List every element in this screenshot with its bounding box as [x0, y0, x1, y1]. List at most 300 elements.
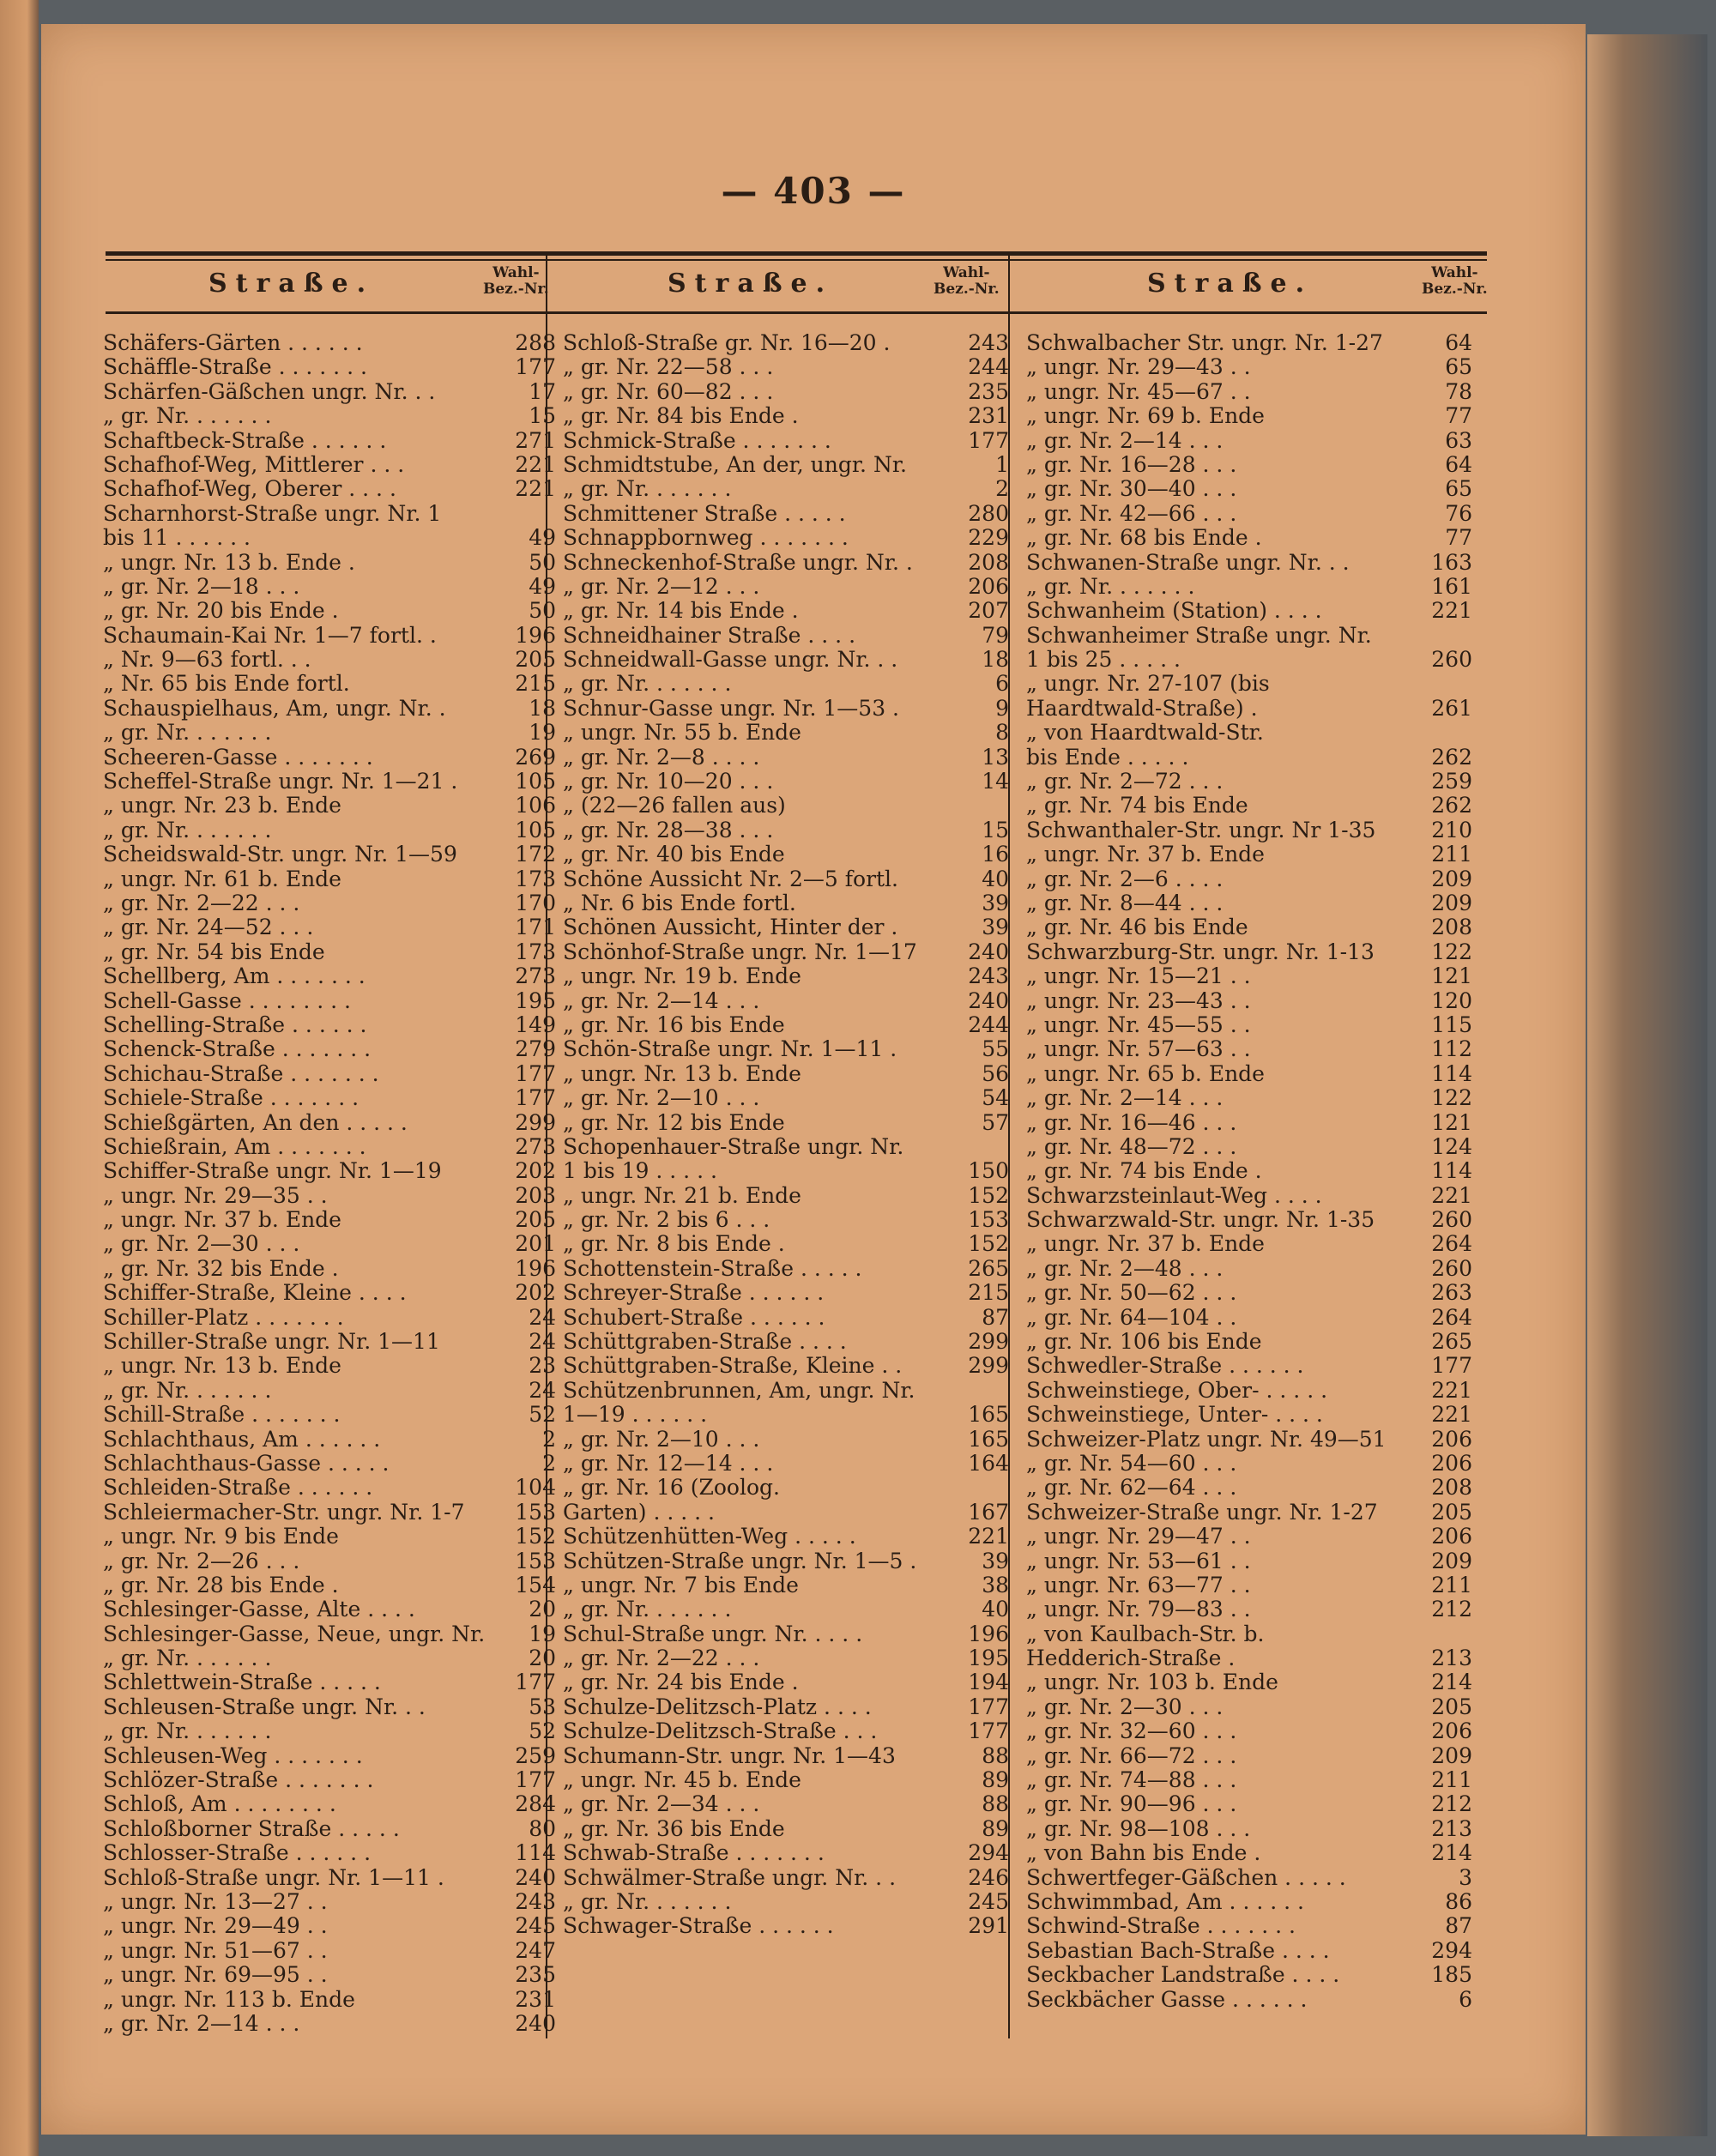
district-number: 16 [982, 842, 1009, 867]
district-number: 15 [982, 817, 1009, 842]
street-name: „ ungr. Nr. 29—49 . . [103, 1914, 328, 1939]
district-number: 122 [1431, 1085, 1472, 1111]
street-name: „ gr. Nr. 30—40 . . . [1026, 477, 1237, 502]
district-number: 9 [995, 695, 1009, 721]
street-name: „ ungr. Nr. 53—61 . . [1026, 1549, 1251, 1573]
street-entry [103, 1499, 556, 1525]
street-name: Schönhof-Straße ungr. Nr. 1—17 [563, 939, 917, 964]
district-number: 177 [968, 1694, 1009, 1719]
district-number: 244 [968, 1012, 1009, 1037]
street-entry [1026, 1988, 1472, 2012]
street-name: „ gr. Nr. 14 bis Ende . [563, 599, 799, 624]
street-name: 1 bis 25 . . . . . [1026, 648, 1181, 673]
street-entry [563, 1159, 1009, 1183]
street-entry [1026, 1476, 1472, 1500]
district-number: 194 [968, 1670, 1009, 1695]
street-name: Schleiermacher-Str. ungr. Nr. 1-7 [103, 1500, 465, 1525]
street-entry [563, 1597, 1009, 1622]
district-number: 38 [982, 1572, 1009, 1597]
district-number: 13 [982, 744, 1009, 770]
street-entry [1026, 1159, 1472, 1183]
district-number: 205 [515, 1207, 556, 1233]
street-entry [103, 1646, 556, 1671]
street-name: Schichau-Straße . . . . . . . [103, 1061, 379, 1086]
street-name: „ gr. Nr. 32—60 . . . [1026, 1719, 1237, 1744]
district-number: 299 [968, 1329, 1009, 1355]
district-number: 114 [515, 1840, 556, 1866]
street-entry [563, 1792, 1009, 1816]
street-entry [563, 1403, 1009, 1427]
district-number: 243 [515, 1889, 556, 1914]
street-entry [1026, 1939, 1472, 1963]
street-name: Seckbacher Landstraße . . . . [1026, 1963, 1340, 1988]
street-name: Schwarzsteinlaut-Weg . . . . [1026, 1183, 1322, 1208]
street-name: Schleiden-Straße . . . . . . [103, 1476, 373, 1501]
street-entry [563, 915, 1009, 939]
district-number: 284 [515, 1791, 556, 1817]
street-entry [103, 1864, 556, 1890]
district-number: 245 [968, 1889, 1009, 1914]
district-number: 231 [968, 403, 1009, 429]
street-entry [1026, 1184, 1472, 1208]
district-number: 152 [515, 1524, 556, 1549]
street-entry [1026, 380, 1472, 404]
street-name: „ gr. Nr. 84 bis Ende . [563, 404, 799, 429]
district-number: 235 [968, 378, 1009, 404]
street-name: „ ungr. Nr. 29—35 . . [103, 1183, 328, 1208]
street-name: „ gr. Nr. 62—64 . . . [1026, 1476, 1237, 1501]
district-number: 105 [515, 769, 556, 794]
district-number: 294 [1431, 1937, 1472, 1963]
street-name: „ ungr. Nr. 7 bis Ende [563, 1573, 799, 1597]
district-number-header: Wahl- Bez.-Nr. [483, 264, 549, 298]
district-number: 206 [1431, 1718, 1472, 1744]
district-number: 152 [968, 1182, 1009, 1208]
district-number: 212 [1431, 1597, 1472, 1622]
district-number: 208 [1431, 1475, 1472, 1501]
street-name: Schweizer-Platz ungr. Nr. 49—51 [1026, 1427, 1387, 1452]
district-number: 206 [1431, 1426, 1472, 1452]
street-entry [103, 744, 556, 770]
street-name: Schüttgraben-Straße, Kleine . . [563, 1354, 903, 1379]
street-column-2 [563, 331, 1009, 1939]
street-name: „ Nr. 65 bis Ende fortl. [103, 672, 350, 697]
street-name: „ ungr. Nr. 21 b. Ende [563, 1183, 801, 1208]
street-entry [103, 427, 556, 453]
street-entry [103, 1475, 556, 1501]
street-entry [103, 1767, 556, 1793]
street-entry [563, 964, 1009, 988]
street-name: Schnappbornweg . . . . . . . [563, 526, 849, 551]
district-number: 52 [529, 1402, 556, 1428]
street-name: Schafhof-Weg, Oberer . . . . [103, 477, 396, 502]
street-name: „ ungr. Nr. 37 b. Ende [1026, 842, 1265, 867]
street-entry [563, 502, 1009, 526]
district-number: 80 [529, 1815, 556, 1841]
street-name: „ gr. Nr. 50—62 . . . [1026, 1281, 1237, 1306]
street-entry [1026, 624, 1472, 648]
district-number: 124 [1431, 1133, 1472, 1159]
street-entry [1026, 1354, 1472, 1378]
district-number: 288 [515, 330, 556, 355]
district-number: 114 [1431, 1158, 1472, 1184]
district-number: 115 [1431, 1012, 1472, 1037]
district-number: 260 [1431, 1255, 1472, 1281]
street-entry [1026, 355, 1472, 379]
street-entry [1026, 1525, 1472, 1549]
street-name: „ ungr. Nr. 55 b. Ende [563, 721, 801, 746]
street-entry [563, 648, 1009, 672]
street-name: „ von Kaulbach-Str. b. [1026, 1622, 1265, 1646]
street-name: Schlesinger-Gasse, Alte . . . . [103, 1597, 415, 1622]
street-entry [563, 1549, 1009, 1573]
street-entry [563, 1476, 1009, 1500]
street-name: Schießgärten, An den . . . . . [103, 1110, 408, 1135]
district-number: 208 [1431, 915, 1472, 940]
street-entry [1026, 915, 1472, 939]
street-entry [563, 1866, 1009, 1890]
district-number: 6 [995, 671, 1009, 697]
street-entry [103, 1986, 556, 2012]
district-number: 49 [529, 573, 556, 599]
street-name: Schüttgraben-Straße . . . . [563, 1330, 847, 1355]
district-number: 247 [515, 1937, 556, 1963]
street-entry [103, 1329, 556, 1355]
street-name: „ gr. Nr. 2—72 . . . [1026, 770, 1224, 794]
street-entry [1026, 672, 1472, 696]
district-number: 65 [1445, 476, 1472, 502]
street-header: Straße. [1147, 269, 1314, 299]
street-entry [1026, 1062, 1472, 1086]
street-entry [563, 380, 1009, 404]
street-entry [103, 1231, 556, 1257]
street-name: Schwager-Straße . . . . . . [563, 1914, 834, 1939]
district-number: 78 [1445, 378, 1472, 404]
street-entry [103, 598, 556, 624]
district-number: 121 [1431, 1109, 1472, 1135]
street-entry [103, 378, 556, 404]
street-name: Schlosser-Straße . . . . . . [103, 1841, 372, 1866]
street-name: Schwertfeger-Gäßchen . . . . . [1026, 1865, 1346, 1890]
street-name: „ gr. Nr. 28 bis Ende . [103, 1573, 339, 1597]
street-entry [1026, 818, 1472, 842]
street-name: „ gr. Nr. 2—22 . . . [103, 891, 300, 915]
district-number: 89 [982, 1767, 1009, 1793]
street-column-3 [1026, 331, 1472, 2012]
header-rule [106, 311, 1487, 314]
district-number: 54 [982, 1085, 1009, 1111]
street-entry [1026, 1573, 1472, 1597]
column-header [1010, 260, 1487, 311]
district-number: 6 [1459, 1986, 1472, 2012]
street-name: Schön-Straße ungr. Nr. 1—11 . [563, 1037, 897, 1062]
district-number: 52 [529, 1718, 556, 1744]
street-name: „ ungr. Nr. 63—77 . . [1026, 1573, 1251, 1597]
street-name: „ gr. Nr. . . . . . . [103, 721, 272, 746]
district-number: 24 [529, 1329, 556, 1355]
street-entry [1026, 1135, 1472, 1159]
district-number: 40 [982, 1597, 1009, 1622]
district-number: 206 [968, 573, 1009, 599]
street-name: „ ungr. Nr. 19 b. Ende [563, 964, 801, 989]
district-number: 177 [515, 1085, 556, 1111]
street-entry [563, 940, 1009, 964]
street-entry [1026, 404, 1472, 428]
district-number: 240 [968, 987, 1009, 1013]
street-entry [563, 1768, 1009, 1792]
district-number: 88 [982, 1791, 1009, 1817]
street-entry [1026, 526, 1472, 550]
street-name: Schaftbeck-Straße . . . . . . [103, 428, 387, 453]
district-number: 3 [1459, 1864, 1472, 1890]
street-name: „ ungr. Nr. 29—47 . . [1026, 1525, 1251, 1549]
street-name: Schwälmer-Straße ungr. Nr. . . [563, 1865, 897, 1890]
street-entry [563, 891, 1009, 915]
district-number: 294 [968, 1840, 1009, 1866]
street-column-1 [103, 330, 556, 2036]
district-number: 240 [968, 939, 1009, 964]
book-edge [1587, 34, 1707, 2136]
street-name: Schaumain-Kai Nr. 1—7 fortl. . [103, 623, 437, 648]
district-number-header: Wahl- Bez.-Nr. [1422, 264, 1488, 298]
street-entry [563, 429, 1009, 453]
district-number: 244 [968, 354, 1009, 380]
street-entry [103, 1012, 556, 1037]
district-number: 55 [982, 1036, 1009, 1062]
street-entry [103, 1158, 556, 1184]
street-entry [1026, 1549, 1472, 1573]
street-entry [103, 1718, 556, 1744]
district-number: 40 [982, 866, 1009, 891]
district-number: 213 [1431, 1646, 1472, 1671]
district-number: 167 [968, 1499, 1009, 1525]
street-name: Schlesinger-Gasse, Neue, ungr. Nr. [103, 1622, 486, 1646]
street-entry [563, 989, 1009, 1013]
street-entry [103, 476, 556, 502]
district-number: 120 [1431, 987, 1472, 1013]
street-entry [1026, 453, 1472, 477]
column-header [547, 260, 1008, 311]
street-entry [1026, 1257, 1472, 1281]
street-name: Schell-Gasse . . . . . . . . [103, 988, 351, 1013]
street-name: „ gr. Nr. 106 bis Ende [1026, 1330, 1262, 1355]
district-number: 240 [515, 2010, 556, 2036]
street-entry [563, 1817, 1009, 1841]
street-name: „ gr. Nr. 2—34 . . . [563, 1792, 760, 1817]
district-number: 211 [1431, 842, 1472, 867]
street-entry [563, 1695, 1009, 1719]
district-number: 203 [515, 1182, 556, 1208]
street-name: Schelling-Straße . . . . . . [103, 1012, 367, 1037]
district-number: 202 [515, 1280, 556, 1306]
street-name: Schreyer-Straße . . . . . . [563, 1281, 825, 1306]
street-entry [563, 355, 1009, 379]
district-number: 150 [968, 1158, 1009, 1184]
street-name: „ gr. Nr. . . . . . . [103, 818, 272, 842]
district-number: 243 [968, 330, 1009, 355]
district-number: 63 [1445, 427, 1472, 453]
street-entry [563, 1428, 1009, 1452]
street-entry [103, 451, 556, 477]
street-entry [103, 1815, 556, 1841]
district-number: 106 [515, 793, 556, 818]
street-entry [103, 866, 556, 891]
street-name: Schloßborner Straße . . . . . [103, 1816, 400, 1841]
street-name: Schwab-Straße . . . . . . . [563, 1841, 825, 1866]
district-number: 209 [1431, 890, 1472, 915]
street-entry [563, 794, 1009, 818]
street-entry [563, 575, 1009, 599]
district-number: 77 [1445, 403, 1472, 429]
district-number: 57 [982, 1109, 1009, 1135]
street-name: Schauspielhaus, Am, ungr. Nr. . [103, 696, 446, 721]
street-entry [563, 526, 1009, 550]
street-name: Schwanheimer Straße ungr. Nr. [1026, 623, 1372, 648]
district-number: 196 [968, 1621, 1009, 1646]
street-entry [1026, 1963, 1472, 1987]
street-entry [103, 793, 556, 818]
district-number: 2 [542, 1450, 556, 1476]
street-name: „ gr. Nr. 16—46 . . . [1026, 1110, 1237, 1135]
street-entry [563, 453, 1009, 477]
street-name: „ ungr. Nr. 15—21 . . [1026, 964, 1251, 989]
district-number: 104 [515, 1475, 556, 1501]
district-number: 153 [968, 1207, 1009, 1233]
district-number: 163 [1431, 549, 1472, 575]
street-name: „ gr. Nr. 22—58 . . . [563, 355, 774, 380]
street-entry [1026, 1208, 1472, 1232]
street-name: Schwarzburg-Str. ungr. Nr. 1-13 [1026, 939, 1375, 964]
street-name: „ gr. Nr. 36 bis Ende [563, 1816, 785, 1841]
street-entry [103, 354, 556, 380]
street-entry [103, 1109, 556, 1135]
district-number: 215 [515, 671, 556, 697]
street-entry [103, 1085, 556, 1111]
street-name: Scharnhorst-Straße ungr. Nr. 1 [103, 501, 442, 526]
street-entry [1026, 770, 1472, 794]
district-number: 165 [968, 1402, 1009, 1428]
street-name: „ ungr. Nr. 29—43 . . [1026, 355, 1251, 380]
street-header: Straße. [668, 269, 834, 299]
street-name: „ gr. Nr. 2—8 . . . . [563, 745, 760, 770]
street-name: Schönen Aussicht, Hinter der . [563, 915, 898, 940]
street-name: Schafhof-Weg, Mittlerer . . . [103, 452, 405, 477]
district-number: 114 [1431, 1060, 1472, 1086]
street-name: „ gr. Nr. 42—66 . . . [1026, 501, 1237, 526]
street-name: „ gr. Nr. 48—72 . . . [1026, 1134, 1237, 1159]
district-number: 50 [529, 598, 556, 624]
district-number: 195 [968, 1646, 1009, 1671]
street-name: „ gr. Nr. 74 bis Ende [1026, 794, 1248, 818]
street-name: „ gr. Nr. 12 bis Ende [563, 1110, 785, 1135]
district-number: 291 [968, 1913, 1009, 1939]
street-entry [1026, 1232, 1472, 1256]
district-number: 221 [515, 451, 556, 477]
district-number: 273 [515, 1133, 556, 1159]
street-name: „ gr. Nr. 8 bis Ende . [563, 1232, 785, 1257]
street-entry [103, 890, 556, 915]
street-entry [563, 477, 1009, 501]
district-number: 87 [1445, 1913, 1472, 1939]
street-entry [1026, 1306, 1472, 1330]
street-name: „ ungr. Nr. 27-107 (bis [1026, 672, 1270, 697]
street-name: „ ungr. Nr. 113 b. Ende [103, 1987, 355, 2012]
street-entry [563, 1354, 1009, 1378]
street-entry [103, 720, 556, 746]
street-name: „ ungr. Nr. 37 b. Ende [1026, 1232, 1265, 1257]
district-number: 19 [529, 1621, 556, 1646]
district-number: 240 [515, 1864, 556, 1890]
street-entry [103, 1426, 556, 1452]
street-entry [103, 1572, 556, 1597]
street-name: Schellberg, Am . . . . . . . [103, 964, 366, 989]
district-number: 112 [1431, 1036, 1472, 1062]
district-number: 105 [515, 817, 556, 842]
district-number: 76 [1445, 500, 1472, 526]
district-number: 177 [515, 354, 556, 380]
street-name: Schwind-Straße . . . . . . . [1026, 1914, 1296, 1939]
street-name: „ gr. Nr. 2—6 . . . . [1026, 867, 1224, 891]
street-name: 1—19 . . . . . . [563, 1403, 708, 1428]
district-number: 88 [982, 1742, 1009, 1768]
street-entry [1026, 1086, 1472, 1110]
street-entry [1026, 1037, 1472, 1061]
street-name: „ gr. Nr. . . . . . . [103, 1646, 272, 1671]
street-name: Schlachthaus-Gasse . . . . . [103, 1451, 390, 1476]
street-name: Schubert-Straße . . . . . . [563, 1305, 825, 1330]
district-number: 87 [982, 1304, 1009, 1330]
district-number: 171 [515, 915, 556, 940]
street-name: „ gr. Nr. 16 (Zoolog. [563, 1476, 780, 1501]
street-entry [1026, 1452, 1472, 1476]
street-entry [563, 1622, 1009, 1646]
district-number: 206 [1431, 1450, 1472, 1476]
street-entry [103, 1937, 556, 1963]
district-number: 161 [1431, 573, 1472, 599]
district-number: 205 [515, 647, 556, 673]
street-name: Schützenbrunnen, Am, ungr. Nr. [563, 1378, 915, 1403]
street-name: Schneidhainer Straße . . . . [563, 623, 856, 648]
street-entry [103, 1182, 556, 1208]
district-number: 299 [515, 1109, 556, 1135]
district-number: 221 [1431, 1182, 1472, 1208]
district-number: 261 [1431, 695, 1472, 721]
street-entry [1026, 1622, 1472, 1646]
street-name: „ gr. Nr. 16 bis Ende [563, 1012, 785, 1037]
street-entry [103, 1133, 556, 1159]
street-name: „ gr. Nr. 74—88 . . . [1026, 1768, 1237, 1793]
street-entry [1026, 1330, 1472, 1354]
district-number: 152 [968, 1231, 1009, 1257]
district-number: 229 [968, 525, 1009, 551]
street-entry [563, 1281, 1009, 1305]
street-entry [563, 1184, 1009, 1208]
street-name: „ ungr. Nr. 13 b. Ende . [103, 550, 355, 575]
street-name: „ von Haardtwald-Str. [1026, 721, 1264, 746]
street-entry [563, 599, 1009, 623]
district-number: 177 [1431, 1353, 1472, 1379]
district-number: 121 [1431, 963, 1472, 989]
district-number: 177 [968, 1718, 1009, 1744]
street-name: Schiffer-Straße, Kleine . . . . [103, 1281, 407, 1306]
street-entry [563, 1670, 1009, 1694]
street-entry [563, 842, 1009, 867]
street-entry [563, 1719, 1009, 1743]
district-number: 122 [1431, 939, 1472, 964]
district-number: 221 [515, 476, 556, 502]
street-name: „ gr. Nr. 54 bis Ende [103, 939, 325, 964]
street-entry [1026, 842, 1472, 867]
